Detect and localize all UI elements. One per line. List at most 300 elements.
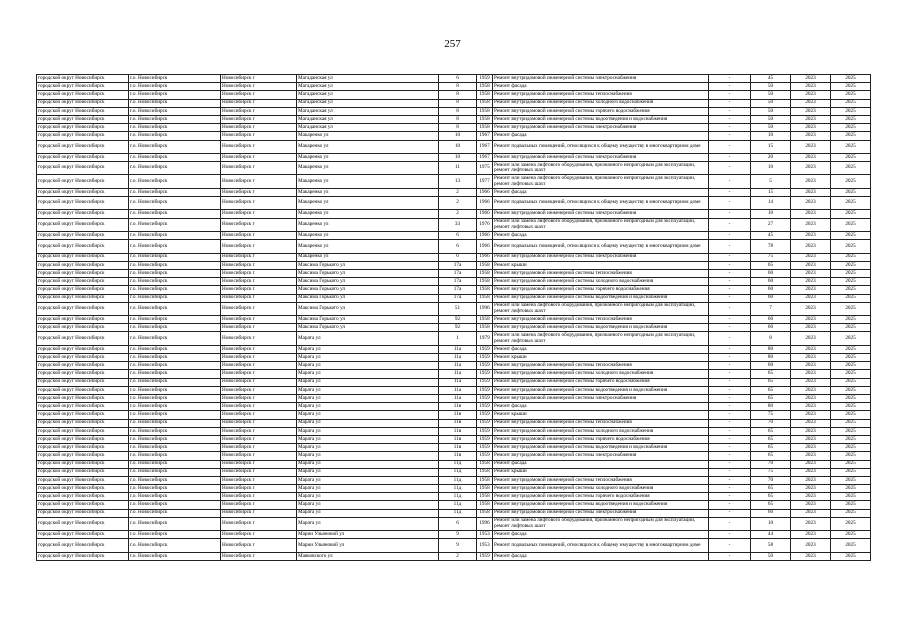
cell-value: 58 <box>751 539 791 552</box>
cell-settlement: г.о. Новосибирск <box>129 240 221 253</box>
cell-end-year: 2025 <box>831 218 871 231</box>
cell-value: 70 <box>751 460 791 468</box>
cell-settlement: г.о. Новосибирск <box>129 362 221 370</box>
cell-start-year: 2023 <box>791 444 831 452</box>
cell-house: 6 <box>439 232 477 240</box>
cell-city: Новосибирск г <box>221 278 297 286</box>
cell-work-type: Ремонт крыши <box>493 354 709 362</box>
cell-settlement: г.о. Новосибирск <box>129 302 221 315</box>
table-row <box>37 316 871 324</box>
cell-work-type: Ремонт внутридомовой инженерной системы водоотведения и водоснабжения <box>493 386 709 394</box>
cell-district: городской округ Новосибирск <box>37 210 129 218</box>
cell-street: Марата ул <box>297 501 439 509</box>
cell-year: 1967 <box>477 140 493 153</box>
cell-district: городской округ Новосибирск <box>37 140 129 153</box>
cell-year: 1975 <box>477 162 493 175</box>
cell-house: 11д <box>439 501 477 509</box>
cell-end-year: 2025 <box>831 403 871 411</box>
cell-value: 65 <box>751 378 791 386</box>
cell-dash: - <box>709 175 751 188</box>
cell-work-type: Ремонт внутридомовой инженерной системы водоотведения и водоснабжения <box>493 115 709 123</box>
cell-start-year: 2023 <box>791 501 831 509</box>
table-row <box>37 444 871 452</box>
cell-district: городской округ Новосибирск <box>37 509 129 517</box>
cell-street: Максима Горького ул <box>297 324 439 332</box>
cell-start-year: 2023 <box>791 302 831 315</box>
cell-work-type: Ремонт внутридомовой инженерной системы электроснабжения <box>493 395 709 403</box>
cell-dash: - <box>709 99 751 107</box>
cell-city: Новосибирск г <box>221 99 297 107</box>
cell-year: 1979 <box>477 332 493 345</box>
cell-start-year: 2023 <box>791 83 831 91</box>
cell-house: 11 <box>439 162 477 175</box>
cell-end-year: 2025 <box>831 153 871 161</box>
cell-value: 65 <box>751 395 791 403</box>
cell-dash: - <box>709 345 751 353</box>
cell-street: Макаренко ул <box>297 175 439 188</box>
cell-work-type: Ремонт фасада <box>493 552 709 560</box>
cell-work-type: Ремонт внутридомовой инженерной системы водоотведения и водоснабжения <box>493 501 709 509</box>
cell-street: Маяковского ул <box>297 552 439 560</box>
cell-end-year: 2025 <box>831 324 871 332</box>
cell-dash: - <box>709 427 751 435</box>
cell-street: Макаренко ул <box>297 153 439 161</box>
cell-end-year: 2025 <box>831 501 871 509</box>
cell-settlement: г.о. Новосибирск <box>129 140 221 153</box>
table-row <box>37 210 871 218</box>
cell-district: городской округ Новосибирск <box>37 395 129 403</box>
table-row <box>37 332 871 345</box>
cell-start-year: 2023 <box>791 140 831 153</box>
cell-dash: - <box>709 218 751 231</box>
cell-dash: - <box>709 232 751 240</box>
cell-house: 8 <box>439 83 477 91</box>
cell-end-year: 2025 <box>831 75 871 83</box>
cell-start-year: 2023 <box>791 395 831 403</box>
cell-street: Марата ул <box>297 403 439 411</box>
cell-street: Марата ул <box>297 460 439 468</box>
cell-end-year: 2025 <box>831 240 871 253</box>
cell-value: 65 <box>751 501 791 509</box>
cell-value: 60 <box>751 286 791 294</box>
cell-work-type: Ремонт внутридомовой инженерной системы холодного водоснабжения <box>493 99 709 107</box>
cell-work-type: Ремонт внутридомовой инженерной системы электроснабжения <box>493 509 709 517</box>
cell-settlement: г.о. Новосибирск <box>129 354 221 362</box>
cell-district: городской округ Новосибирск <box>37 485 129 493</box>
cell-end-year: 2025 <box>831 162 871 175</box>
cell-house: 8 <box>439 91 477 99</box>
cell-house: 11д <box>439 460 477 468</box>
cell-end-year: 2025 <box>831 253 871 261</box>
cell-street: Марата ул <box>297 444 439 452</box>
cell-dash: - <box>709 395 751 403</box>
cell-work-type: Ремонт фасада <box>493 232 709 240</box>
cell-dash: - <box>709 162 751 175</box>
cell-value: 80 <box>751 403 791 411</box>
cell-settlement: г.о. Новосибирск <box>129 188 221 196</box>
cell-value: 8 <box>751 332 791 345</box>
cell-value: 65 <box>751 261 791 269</box>
cell-settlement: г.о. Новосибирск <box>129 232 221 240</box>
cell-end-year: 2025 <box>831 107 871 115</box>
cell-house: 9 <box>439 539 477 552</box>
cell-settlement: г.о. Новосибирск <box>129 124 221 132</box>
cell-work-type: Ремонт внутридомовой инженерной системы холодного водоснабжения <box>493 278 709 286</box>
cell-district: городской округ Новосибирск <box>37 286 129 294</box>
cell-dash: - <box>709 132 751 140</box>
cell-work-type: Ремонт фасада <box>493 132 709 140</box>
cell-street: Марата ул <box>297 452 439 460</box>
cell-house: 2 <box>439 552 477 560</box>
cell-settlement: г.о. Новосибирск <box>129 435 221 443</box>
cell-start-year: 2023 <box>791 531 831 539</box>
cell-work-type: Ремонт или замена лифтового оборудования, признанного непригодным для эксплуатации, ремонт лифтовых шахт <box>493 175 709 188</box>
cell-work-type: Ремонт внутридомовой инженерной системы электроснабжения <box>493 210 709 218</box>
table-row <box>37 153 871 161</box>
cell-dash: - <box>709 386 751 394</box>
cell-year: 1959 <box>477 552 493 560</box>
cell-city: Новосибирск г <box>221 75 297 83</box>
cell-dash: - <box>709 403 751 411</box>
cell-work-type: Ремонт фасада <box>493 460 709 468</box>
cell-value: 7 <box>751 302 791 315</box>
cell-settlement: г.о. Новосибирск <box>129 91 221 99</box>
cell-street: Марата ул <box>297 354 439 362</box>
cell-city: Новосибирск г <box>221 294 297 302</box>
cell-street: Максима Горького ул <box>297 316 439 324</box>
cell-value: 50 <box>751 124 791 132</box>
cell-settlement: г.о. Новосибирск <box>129 460 221 468</box>
cell-value: 50 <box>751 91 791 99</box>
cell-year: 1966 <box>477 232 493 240</box>
cell-district: городской округ Новосибирск <box>37 124 129 132</box>
table-row <box>37 468 871 476</box>
table-row <box>37 411 871 419</box>
cell-dash: - <box>709 286 751 294</box>
table-row <box>37 427 871 435</box>
cell-street: Марата ул <box>297 476 439 484</box>
table-row <box>37 354 871 362</box>
cell-start-year: 2023 <box>791 362 831 370</box>
cell-house: 11а <box>439 345 477 353</box>
cell-start-year: 2023 <box>791 370 831 378</box>
cell-dash: - <box>709 419 751 427</box>
cell-house: 8 <box>439 115 477 123</box>
cell-house: 11а <box>439 370 477 378</box>
cell-year: 1996 <box>477 517 493 530</box>
cell-district: городской округ Новосибирск <box>37 302 129 315</box>
cell-year: 1959 <box>477 378 493 386</box>
cell-settlement: г.о. Новосибирск <box>129 531 221 539</box>
cell-district: городской округ Новосибирск <box>37 75 129 83</box>
cell-street: Марата ул <box>297 427 439 435</box>
cell-dash: - <box>709 302 751 315</box>
cell-street: Марата ул <box>297 395 439 403</box>
cell-work-type: Ремонт крыши <box>493 261 709 269</box>
table-row <box>37 452 871 460</box>
cell-value: 5 <box>751 175 791 188</box>
cell-start-year: 2023 <box>791 485 831 493</box>
cell-house: 92 <box>439 316 477 324</box>
cell-settlement: г.о. Новосибирск <box>129 403 221 411</box>
cell-settlement: г.о. Новосибирск <box>129 153 221 161</box>
cell-settlement: г.о. Новосибирск <box>129 468 221 476</box>
cell-work-type: Ремонт или замена лифтового оборудования, признанного непригодным для эксплуатации, ремонт лифтовых шахт <box>493 332 709 345</box>
cell-dash: - <box>709 332 751 345</box>
cell-start-year: 2023 <box>791 403 831 411</box>
cell-year: 1958 <box>477 485 493 493</box>
cell-value: 78 <box>751 240 791 253</box>
cell-house: 10 <box>439 153 477 161</box>
cell-city: Новосибирск г <box>221 197 297 210</box>
cell-house: 11в <box>439 411 477 419</box>
cell-house: 17а <box>439 286 477 294</box>
cell-value: 65 <box>751 427 791 435</box>
table-row <box>37 218 871 231</box>
cell-street: Макаренко ул <box>297 188 439 196</box>
cell-work-type: Ремонт фасада <box>493 531 709 539</box>
cell-district: городской округ Новосибирск <box>37 531 129 539</box>
table-row <box>37 386 871 394</box>
cell-end-year: 2025 <box>831 286 871 294</box>
cell-city: Новосибирск г <box>221 403 297 411</box>
cell-work-type: Ремонт внутридомовой инженерной системы холодного водоснабжения <box>493 485 709 493</box>
cell-year: 1959 <box>477 419 493 427</box>
cell-street: Марата ул <box>297 419 439 427</box>
table-row <box>37 517 871 530</box>
cell-house: 2 <box>439 197 477 210</box>
cell-end-year: 2025 <box>831 115 871 123</box>
cell-value: 60 <box>751 324 791 332</box>
table-row <box>37 531 871 539</box>
cell-work-type: Ремонт внутридомовой инженерной системы электроснабжения <box>493 75 709 83</box>
cell-district: городской округ Новосибирск <box>37 460 129 468</box>
cell-value: 60 <box>751 509 791 517</box>
cell-work-type: Ремонт внутридомовой инженерной системы холодного водоснабжения <box>493 370 709 378</box>
cell-dash: - <box>709 354 751 362</box>
cell-district: городской округ Новосибирск <box>37 294 129 302</box>
cell-work-type: Ремонт внутридомовой инженерной системы водоотведения и водоснабжения <box>493 294 709 302</box>
cell-settlement: г.о. Новосибирск <box>129 197 221 210</box>
cell-start-year: 2023 <box>791 240 831 253</box>
cell-settlement: г.о. Новосибирск <box>129 476 221 484</box>
cell-street: Марата ул <box>297 386 439 394</box>
cell-district: городской округ Новосибирск <box>37 476 129 484</box>
cell-year: 1966 <box>477 253 493 261</box>
cell-year: 1959 <box>477 403 493 411</box>
cell-start-year: 2023 <box>791 91 831 99</box>
cell-start-year: 2023 <box>791 261 831 269</box>
cell-district: городской округ Новосибирск <box>37 197 129 210</box>
cell-district: городской округ Новосибирск <box>37 261 129 269</box>
cell-value: 45 <box>751 75 791 83</box>
cell-house: 11а <box>439 354 477 362</box>
cell-value: 20 <box>751 153 791 161</box>
cell-year: 1953 <box>477 531 493 539</box>
cell-settlement: г.о. Новосибирск <box>129 332 221 345</box>
cell-district: городской округ Новосибирск <box>37 370 129 378</box>
table-row <box>37 107 871 115</box>
cell-district: городской округ Новосибирск <box>37 115 129 123</box>
cell-start-year: 2023 <box>791 452 831 460</box>
cell-district: городской округ Новосибирск <box>37 232 129 240</box>
cell-settlement: г.о. Новосибирск <box>129 269 221 277</box>
cell-dash: - <box>709 269 751 277</box>
cell-city: Новосибирск г <box>221 531 297 539</box>
cell-value: 70 <box>751 419 791 427</box>
cell-district: городской округ Новосибирск <box>37 552 129 560</box>
cell-settlement: г.о. Новосибирск <box>129 386 221 394</box>
cell-value: 14 <box>751 197 791 210</box>
cell-value: 10 <box>751 132 791 140</box>
cell-end-year: 2025 <box>831 485 871 493</box>
cell-end-year: 2025 <box>831 476 871 484</box>
cell-settlement: г.о. Новосибирск <box>129 286 221 294</box>
cell-end-year: 2025 <box>831 452 871 460</box>
cell-city: Новосибирск г <box>221 324 297 332</box>
cell-street: Макаренко ул <box>297 132 439 140</box>
cell-house: 11а <box>439 386 477 394</box>
cell-work-type: Ремонт внутридомовой инженерной системы теплоснабжения <box>493 419 709 427</box>
cell-dash: - <box>709 517 751 530</box>
cell-work-type: Ремонт внутридомовой инженерной системы горячего водоснабжения <box>493 107 709 115</box>
cell-work-type: Ремонт внутридомовой инженерной системы электроснабжения <box>493 452 709 460</box>
cell-city: Новосибирск г <box>221 427 297 435</box>
cell-work-type: Ремонт внутридомовой инженерной системы теплоснабжения <box>493 316 709 324</box>
cell-year: 1958 <box>477 278 493 286</box>
cell-street: Магаданская ул <box>297 83 439 91</box>
cell-start-year: 2023 <box>791 345 831 353</box>
cell-start-year: 2023 <box>791 332 831 345</box>
cell-work-type: Ремонт фасада <box>493 403 709 411</box>
cell-district: городской округ Новосибирск <box>37 403 129 411</box>
cell-district: городской округ Новосибирск <box>37 132 129 140</box>
cell-work-type: Ремонт подвальных помещений, относящихся к общему имуществу в многоквартирном доме <box>493 140 709 153</box>
table-row <box>37 83 871 91</box>
cell-value: 44 <box>751 531 791 539</box>
cell-dash: - <box>709 316 751 324</box>
cell-start-year: 2023 <box>791 354 831 362</box>
cell-city: Новосибирск г <box>221 91 297 99</box>
cell-street: Марата ул <box>297 332 439 345</box>
cell-dash: - <box>709 370 751 378</box>
cell-value: 65 <box>751 435 791 443</box>
cell-year: 1958 <box>477 509 493 517</box>
cell-dash: - <box>709 468 751 476</box>
cell-end-year: 2025 <box>831 427 871 435</box>
cell-value: 60 <box>751 278 791 286</box>
cell-work-type: Ремонт фасада <box>493 83 709 91</box>
cell-dash: - <box>709 261 751 269</box>
cell-work-type: Ремонт подвальных помещений, относящихся к общему имуществу в многоквартирном доме <box>493 197 709 210</box>
cell-work-type: Ремонт внутридомовой инженерной системы теплоснабжения <box>493 269 709 277</box>
cell-dash: - <box>709 531 751 539</box>
cell-city: Новосибирск г <box>221 395 297 403</box>
table-row <box>37 140 871 153</box>
cell-district: городской округ Новосибирск <box>37 517 129 530</box>
cell-street: Марата ул <box>297 378 439 386</box>
cell-district: городской округ Новосибирск <box>37 427 129 435</box>
cell-year: 1958 <box>477 493 493 501</box>
table-row <box>37 324 871 332</box>
cell-value: 65 <box>751 444 791 452</box>
cell-end-year: 2025 <box>831 140 871 153</box>
cell-work-type: Ремонт фасада <box>493 345 709 353</box>
cell-city: Новосибирск г <box>221 539 297 552</box>
table-row <box>37 294 871 302</box>
table-row <box>37 485 871 493</box>
cell-street: Магаданская ул <box>297 91 439 99</box>
cell-year: 1959 <box>477 370 493 378</box>
cell-city: Новосибирск г <box>221 83 297 91</box>
cell-dash: - <box>709 91 751 99</box>
cell-work-type: Ремонт подвальных помещений, относящихся к общему имуществу в многоквартирном доме <box>493 539 709 552</box>
cell-settlement: г.о. Новосибирск <box>129 552 221 560</box>
cell-house: 11в <box>439 452 477 460</box>
cell-year: 1959 <box>477 395 493 403</box>
cell-house: 11в <box>439 444 477 452</box>
cell-settlement: г.о. Новосибирск <box>129 115 221 123</box>
cell-dash: - <box>709 362 751 370</box>
cell-district: городской округ Новосибирск <box>37 411 129 419</box>
cell-settlement: г.о. Новосибирск <box>129 378 221 386</box>
cell-settlement: г.о. Новосибирск <box>129 419 221 427</box>
table-row <box>37 197 871 210</box>
cell-district: городской округ Новосибирск <box>37 324 129 332</box>
cell-house: 11д <box>439 485 477 493</box>
cell-city: Новосибирск г <box>221 162 297 175</box>
table-row <box>37 395 871 403</box>
cell-house: 13 <box>439 175 477 188</box>
page-number: 257 <box>444 38 461 50</box>
cell-house: 6 <box>439 517 477 530</box>
cell-district: городской округ Новосибирск <box>37 452 129 460</box>
cell-year: 1996 <box>477 302 493 315</box>
cell-year: 1966 <box>477 240 493 253</box>
cell-dash: - <box>709 552 751 560</box>
cell-year: 1959 <box>477 362 493 370</box>
cell-start-year: 2023 <box>791 468 831 476</box>
cell-street: Максима Горького ул <box>297 261 439 269</box>
cell-year: 1958 <box>477 460 493 468</box>
cell-work-type: Ремонт подвальных помещений, относящихся к общему имуществу в многоквартирном доме <box>493 240 709 253</box>
cell-district: городской округ Новосибирск <box>37 153 129 161</box>
cell-dash: - <box>709 107 751 115</box>
cell-house: 6 <box>439 240 477 253</box>
cell-dash: - <box>709 188 751 196</box>
cell-start-year: 2023 <box>791 115 831 123</box>
cell-work-type: Ремонт или замена лифтового оборудования, признанного непригодным для эксплуатации, ремонт лифтовых шахт <box>493 302 709 315</box>
cell-city: Новосибирск г <box>221 261 297 269</box>
cell-house: 11в <box>439 419 477 427</box>
cell-end-year: 2025 <box>831 302 871 315</box>
cell-street: Максима Горького ул <box>297 286 439 294</box>
cell-start-year: 2023 <box>791 427 831 435</box>
cell-street: Максима Горького ул <box>297 269 439 277</box>
cell-year: 1958 <box>477 115 493 123</box>
cell-settlement: г.о. Новосибирск <box>129 316 221 324</box>
cell-value: 60 <box>751 316 791 324</box>
cell-street: Марии Ульяновой ул <box>297 531 439 539</box>
cell-year: 1958 <box>477 99 493 107</box>
cell-city: Новосибирск г <box>221 476 297 484</box>
cell-dash: - <box>709 460 751 468</box>
cell-end-year: 2025 <box>831 83 871 91</box>
table-row <box>37 286 871 294</box>
table-row <box>37 278 871 286</box>
cell-start-year: 2023 <box>791 232 831 240</box>
cell-district: городской округ Новосибирск <box>37 240 129 253</box>
